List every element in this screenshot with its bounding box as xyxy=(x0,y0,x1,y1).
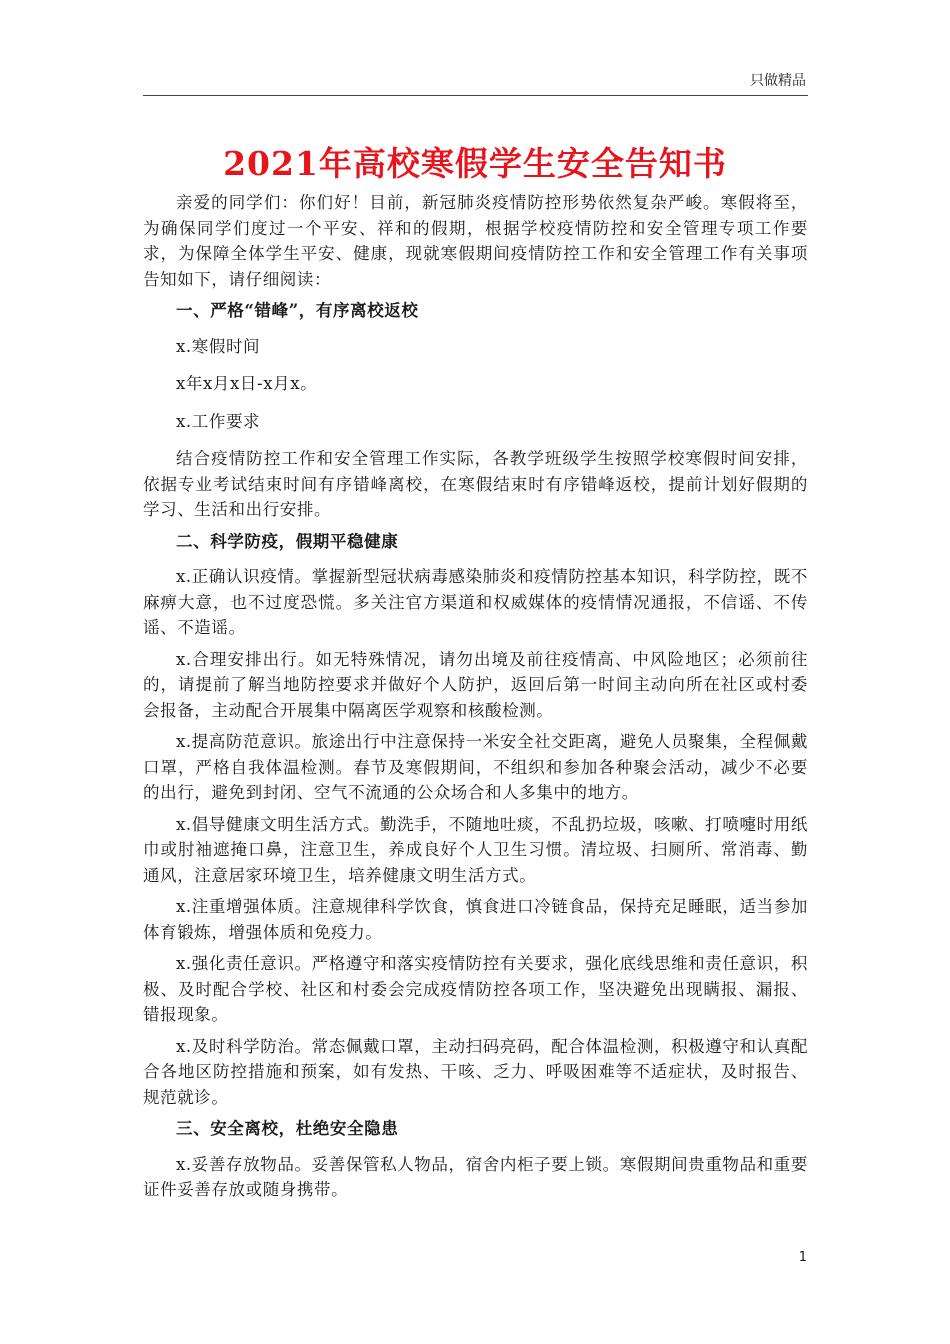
section-heading-1: 一、严格“错峰”，有序离校返校 xyxy=(176,301,419,320)
list-item: x.倡导健康文明生活方式。勤洗手，不随地吐痰，不乱扔垃圾，咳嗽、打喷嚏时用纸巾或肘袖遮掩口鼻，注意卫生，养成良好个人卫生习惯。清垃圾、扫厕所、常消毒、勤通风，注意居家环境卫生，培养健康文明生活方式。 xyxy=(143,814,808,885)
intro-paragraph: 亲爱的同学们：你们好！目前，新冠肺炎疫情防控形势依然复杂严峻。寒假将至，为确保同学们度过一个平安、祥和的假期，根据学校疫情防控和安全管理专项工作要求，为保障全体学生平安、健康，现就寒假期间疫情防控工作和安全管理工作有关事项告知如下，请仔细阅读： xyxy=(143,193,808,289)
page-number: 1 xyxy=(798,1250,807,1265)
list-item: x.注重增强体质。注意规律科学饮食，慎食进口冷链食品，保持充足睡眠，适当参加体育锻炼，增强体质和免疫力。 xyxy=(143,897,808,942)
section-heading-3: 三、安全离校，杜绝安全隐患 xyxy=(176,1119,399,1138)
header-mark: 只做精品 xyxy=(750,73,806,89)
work-requirements-paragraph: 结合疫情防控工作和安全管理工作实际，各教学班级学生按照学校寒假时间安排，依据专业考试结束时间有序错峰离校，在寒假结束时有序错峰返校，提前计划好假期的学习、生活和出行安排。 xyxy=(143,449,808,519)
section-heading-2: 二、科学防疫，假期平稳健康 xyxy=(176,531,399,551)
holiday-dates: x年x月x日-x月x。 xyxy=(176,374,318,393)
subheading-holiday-time: x.寒假时间 xyxy=(176,336,261,356)
subheading-work-requirements: x.工作要求 xyxy=(176,411,261,431)
list-item: x.正确认识疫情。掌握新型冠状病毒感染肺炎和疫情防控基本知识，科学防控，既不麻痹大意，也不过度恐慌。多关注官方渠道和权威媒体的疫情情况通报，不信谣、不传谣、不造谣。 xyxy=(143,567,808,637)
document-body xyxy=(143,190,808,1209)
header-rule xyxy=(143,95,808,96)
document-title: 2021年高校寒假学生安全告知书 xyxy=(223,144,727,183)
list-item: x.强化责任意识。严格遵守和落实疫情防控有关要求，强化底线思维和责任意识，积极、及时配合学校、社区和村委会完成疫情防控各项工作，坚决避免出现瞒报、漏报、错报现象。 xyxy=(143,954,808,1024)
list-item: x.提高防范意识。旅途出行中注意保持一米安全社交距离，避免人员聚集，全程佩戴口罩，严格自我体温检测。春节及寒假期间，不组织和参加各种聚会活动，减少不必要的出行，避免到封闭、空气不流通的公众场合和人多集中的地方。 xyxy=(143,732,808,802)
list-item: x.及时科学防治。常态佩戴口罩，主动扫码亮码，配合体温检测，积极遵守和认真配合各地区防控措施和预案，如有发热、干咳、乏力、呼吸困难等不适症状，及时报告、规范就诊。 xyxy=(143,1036,808,1107)
list-item: x.妥善存放物品。妥善保管私人物品，宿舍内柜子要上锁。寒假期间贵重物品和重要证件妥善存放或随身携带。 xyxy=(143,1154,808,1199)
list-item: x.合理安排出行。如无特殊情况，请勿出境及前往疫情高、中风险地区；必须前往的，请提前了解当地防控要求并做好个人防护，返回后第一时间主动向所在社区或村委会报备，主动配合开展集中隔离医学观察和核酸检测。 xyxy=(143,649,808,720)
